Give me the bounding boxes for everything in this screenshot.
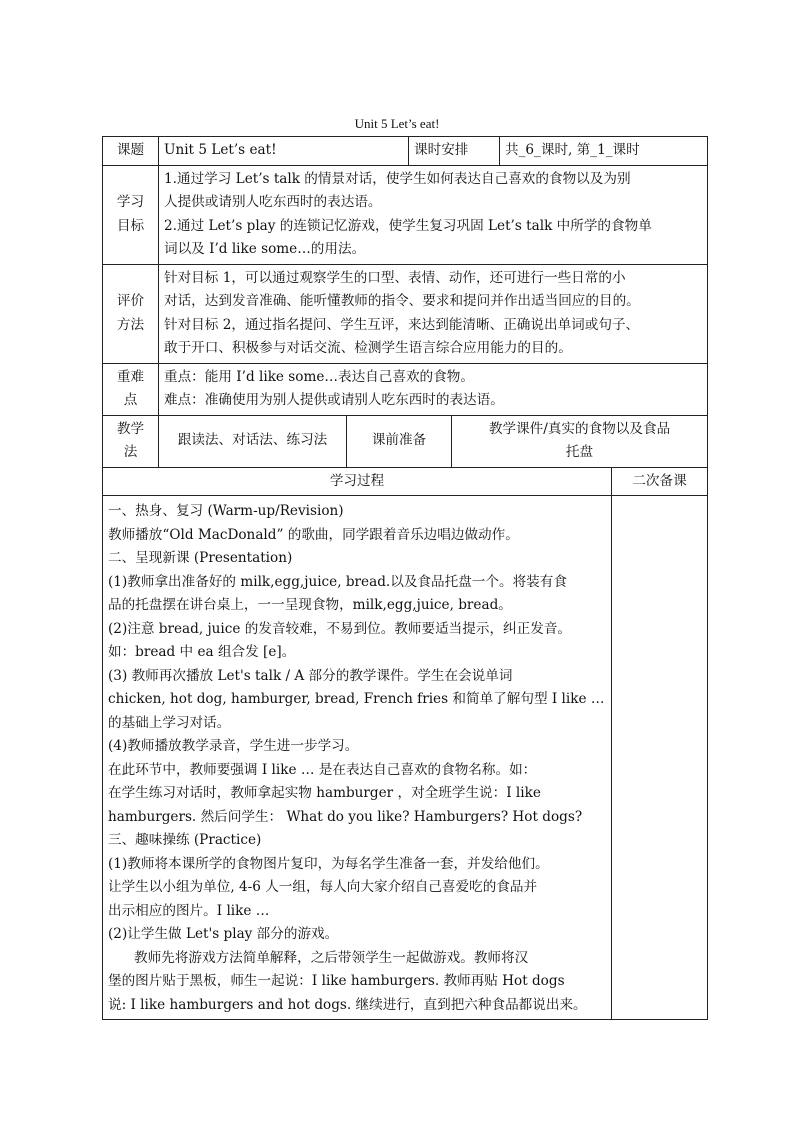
- assessment-line: 对话，达到发音准确、能听懂教师的指令、要求和提问并作出适当回应的目的。: [164, 293, 640, 309]
- label-line: 教学: [116, 420, 145, 437]
- assessment-line: 敢于开口、积极参与对话交流、检测学生语言综合应用能力的目的。: [164, 340, 572, 356]
- goals-line: 人提供或请别人吃东西时的表达语。: [164, 194, 382, 210]
- topic-value: Unit 5 Let’s eat!: [159, 137, 409, 166]
- process-line: 让学生以小组为单位, 4-6 人一组，每人向大家介绍自己喜爱吃的食品并: [108, 879, 538, 895]
- assessment-line: 针对目标 1，可以通过观察学生的口型、表情、动作，还可进行一些日常的小: [164, 269, 626, 286]
- notes-header: 二次备课: [612, 467, 708, 496]
- assessment-content: [159, 264, 708, 363]
- process-line: (1)教师将本课所学的食物图片复印，为每名学生准备一套，并发给他们。: [108, 855, 549, 872]
- process-line: 说: I like hamburgers and hot dogs. 继续进行，直到把六种食品都说出来。: [108, 996, 587, 1013]
- lesson-plan-table: [102, 136, 708, 1020]
- process-row: [103, 496, 708, 1020]
- prep-value-line: 教学课件/真实的食物以及食品: [488, 420, 671, 437]
- process-line: (2)让学生做 Let's play 部分的游戏。: [108, 926, 339, 942]
- process-line: (1)教师拿出准备好的 milk,egg,juice, bread.以及食品托盘一个。将装有食: [108, 573, 567, 590]
- goals-label: [103, 165, 159, 264]
- label-line: 方法: [116, 316, 145, 333]
- prep-value: [452, 415, 708, 467]
- process-line: 在学生练习对话时，教师拿起实物 hamburger ，对全班学生说：I like: [108, 785, 541, 801]
- goals-line: 2.通过 Let’s play 的连锁记忆游戏，使学生复习巩固 Let’s talk 中所学的食物单: [164, 217, 652, 234]
- label-line: 法: [123, 444, 138, 460]
- schedule-label: 课时安排: [409, 137, 500, 166]
- topic-row: [103, 137, 708, 166]
- process-line: 在此环节中，教师要强调 I like … 是在表达自己喜欢的食物名称。如：: [108, 761, 537, 778]
- notes-content: [612, 496, 708, 1020]
- process-line: 教师播放“Old MacDonald” 的歌曲，同学跟着音乐边唱边做动作。: [108, 526, 519, 543]
- assessment-row: [103, 264, 708, 363]
- process-line: 品的托盘摆在讲台桌上，一一呈现食物，milk,egg,juice, bread。: [108, 597, 512, 613]
- process-line: (4)教师播放教学录音，学生进一步学习。: [108, 738, 359, 754]
- methods-row: [103, 415, 708, 467]
- process-line: 教师先将游戏方法简单解释，之后带领学生一起做游戏。教师将汉: [134, 949, 529, 966]
- label-line: 学习: [116, 194, 145, 210]
- process-header: 学习过程: [103, 467, 612, 496]
- process-content: [103, 496, 612, 1020]
- prep-label: 课前准备: [347, 415, 452, 467]
- process-line: 堡的图片贴于黑板，师生一起说：I like hamburgers. 教师再贴 Hot dogs: [108, 973, 565, 989]
- goals-line: 词以及 I’d like some…的用法。: [164, 241, 366, 257]
- method-label: [103, 415, 159, 467]
- label-line: 评价: [116, 293, 145, 309]
- prep-value-line: 托盘: [565, 444, 594, 460]
- process-line: hamburgers. 然后问学生： What do you like? Hamburgers? Hot dogs?: [108, 808, 583, 825]
- schedule-value: 共_6_课时, 第_1_课时: [500, 137, 708, 166]
- assessment-line: 针对目标 2，通过指名提问、学生互评，来达到能清晰、正确说出单词或句子、: [164, 316, 640, 333]
- difficulty-line: 难点：准确使用为别人提供或请别人吃东西时的表达语。: [164, 392, 504, 408]
- process-line: chicken, hot dog, hamburger, bread, French fries 和简单了解句型 I like …: [108, 691, 605, 707]
- process-line: 出示相应的图片。I like …: [108, 902, 270, 919]
- goals-content: [159, 165, 708, 264]
- process-line: (2)注意 bread, juice 的发音较难，不易到位。教师要适当提示，纠正发音。: [108, 620, 572, 637]
- process-line: 一、热身、复习 (Warm-up/Revision): [108, 503, 344, 519]
- key-points-label: [103, 363, 159, 415]
- key-points-row: [103, 363, 708, 415]
- goals-line: 1.通过学习 Let’s talk 的情景对话，使学生如何表达自己喜欢的食物以及为别: [164, 170, 631, 187]
- label-line: 点: [123, 392, 138, 408]
- process-line: (3) 教师再次播放 Let's talk / A 部分的教学课件。学生在会说单词: [108, 667, 513, 684]
- process-line: 三、趣味操练 (Practice): [108, 832, 262, 848]
- process-header-row: [103, 467, 708, 496]
- label-line: 目标: [116, 217, 145, 234]
- process-line: 的基础上学习对话。: [108, 714, 231, 731]
- goals-row: [103, 165, 708, 264]
- document-title: Unit 5 Let’s eat!: [354, 116, 440, 131]
- method-value: 跟读法、对话法、练习法: [159, 415, 347, 467]
- process-line: 如：bread 中 ea 组合发 [e]。: [108, 644, 296, 660]
- key-points-content: [159, 363, 708, 415]
- label-line: 重难: [116, 368, 145, 385]
- topic-label: 课题: [103, 137, 159, 166]
- process-line: 二、呈现新课 (Presentation): [108, 550, 293, 566]
- key-point-line: 重点：能用 I’d like some…表达自己喜欢的食物。: [164, 368, 474, 385]
- assessment-label: [103, 264, 159, 363]
